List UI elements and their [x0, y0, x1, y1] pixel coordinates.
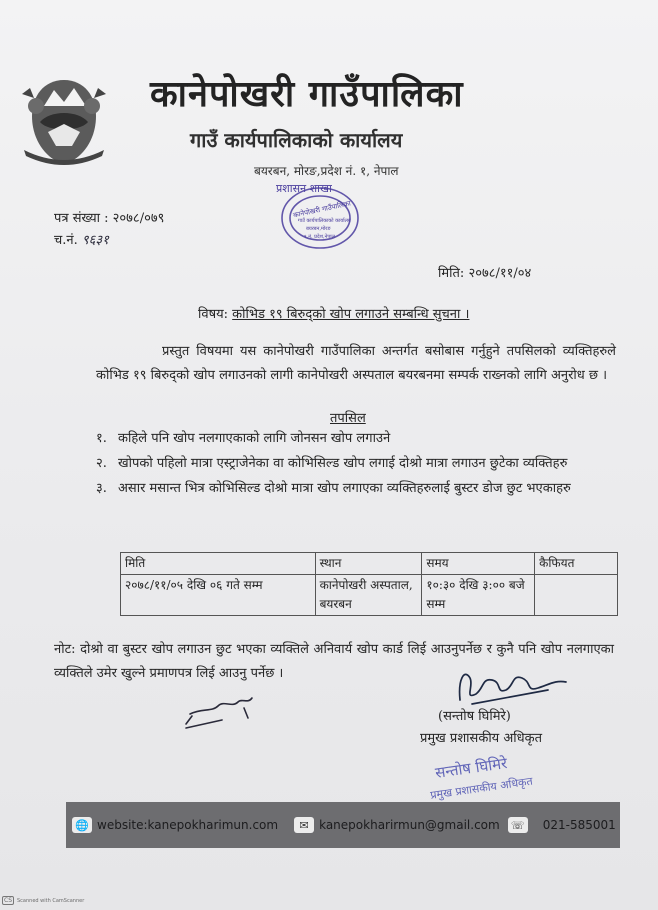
cell-time: १०:३० देखि ३:०० बजे सम्म [422, 575, 535, 616]
list-item [96, 428, 616, 450]
cell-remarks [535, 575, 618, 616]
column-header-place: स्थान [315, 553, 422, 575]
scanner-watermark [2, 896, 84, 905]
date-value: २०७८/११/०४ [468, 266, 532, 281]
globe-icon: 🌐 [72, 817, 92, 833]
phone-icon: ☏ [508, 817, 528, 833]
phone-text: 021-585001 [542, 818, 616, 832]
details-heading: तपसिल [330, 411, 366, 426]
column-header-time: समय [422, 553, 535, 575]
table-row [121, 575, 618, 616]
details-list [96, 428, 616, 503]
scanner-text: Scanned with CamScanner [17, 897, 85, 904]
website-text: website:kanepokharimun.com [97, 818, 279, 832]
letter-number-label: पत्र संख्या : [54, 211, 109, 226]
stamp-inner-text-2: बयरबन,मोरङ [306, 226, 331, 232]
signatory-name: (सन्तोष घिमिरे) [438, 709, 511, 724]
email-text: kanepokharirmun@gmail.com [319, 818, 500, 832]
stamp-inner-text-3: १ नं. प्रदेश,नेपाल [304, 234, 335, 240]
officer-name-seal [418, 744, 568, 804]
subject-label: विषय: [198, 307, 229, 322]
list-item-text: कहिले पनि खोप नलगाएकाको लागि जोनसन खोप लगाउने [118, 431, 391, 446]
note-paragraph: नोट: दोश्रो वा बुस्टर खोप लगाउन छुट भएका व्यक्तिले अनिवार्य खोप कार्ड लिई आउनुपर्नेछ र कुनै पनि खोप नलगाएका व्यक्तिले उमेर खुल्ने प्रमाणपत्र लिई आउनु पर्नेछ । [54, 642, 614, 681]
footer-email[interactable] [294, 817, 500, 833]
signatory-designation: प्रमुख प्रशासकीय अधिकृत [420, 731, 543, 746]
stamp-branch-text: प्रशासन शाखा [276, 182, 332, 195]
list-item-text: असार मसान्त भित्र कोभिसिल्ड दोश्रो मात्रा खोप लगाएका व्यक्तिहरुलाई बुस्टर डोज छुट भएकाहरु [118, 481, 571, 496]
envelope-icon: ✉ [294, 817, 314, 833]
letter-date [438, 263, 531, 281]
contact-footer [66, 802, 620, 848]
column-header-remarks: कैफियत [535, 553, 618, 575]
dispatch-number: ९६३१ [81, 233, 109, 248]
office-title: कानेपोखरी गाउँपालिका [150, 73, 464, 115]
date-label: मिति: [438, 266, 465, 281]
list-item-number: ३. [96, 481, 107, 496]
nepal-emblem-icon [14, 72, 114, 172]
list-item-number: २. [96, 456, 107, 471]
administration-branch-stamp [262, 176, 362, 256]
office-subtitle: गाउँ कार्यपालिकाको कार्यालय [190, 128, 403, 152]
cell-place: कानेपोखरी अस्पताल, बयरबन [315, 575, 422, 616]
seal-line-2: प्रमुख प्रशासकीय अधिकृत [429, 774, 534, 802]
letter-number: २०७८/०७९ [112, 211, 165, 226]
seal-line-1: सन्तोष घिमिरे [434, 754, 509, 782]
list-item-number: १. [96, 431, 107, 446]
handwritten-initials [182, 688, 262, 732]
footer-phone[interactable] [508, 817, 616, 833]
subject-line [198, 304, 469, 322]
footer-website[interactable] [72, 817, 278, 833]
letter-number-line [54, 208, 164, 230]
list-item-text: खोपको पहिलो मात्रा एस्ट्राजेनेका वा कोभिसिल्ड खोप लगाई दोश्रो मात्रा लगाउन छुटेका व्यक्तिहरु [118, 456, 568, 471]
stamp-inner-text-1: गाउँ कार्यपालिकाको कार्यालय [298, 218, 351, 224]
cell-date: २०७८/११/०५ देखि ०६ गते सम्म [121, 575, 316, 616]
dispatch-number-label: च.नं. [54, 233, 78, 248]
list-item [96, 453, 616, 475]
subject-text: कोभिड १९ बिरुद्को खोप लगाउने सम्बन्धि सुचना । [232, 307, 470, 322]
camscanner-logo-icon: CS [4, 897, 12, 904]
schedule-table [120, 552, 618, 616]
body-paragraph: प्रस्तुत विषयमा यस कानेपोखरी गाउँपालिका अन्तर्गत बसोबास गर्नुहुने तपसिलको व्यक्तिहरुले कोभिड १९ बिरुद्को खोप लगाउनको लागी कानेपोखरी अस्पताल बयरबनमा सम्पर्क राख्नको लागि अनुरोध छ । [96, 344, 616, 383]
stamp-ring-text: कानेपोखरी गाउँपालिका [292, 199, 352, 220]
dispatch-number-line [54, 230, 164, 252]
column-header-date: मिति [121, 553, 316, 575]
table-header-row [121, 553, 618, 575]
reference-block [54, 208, 164, 252]
office-address: बयरबन, मोरङ,प्रदेश नं. १, नेपाल [254, 164, 399, 178]
list-item [96, 478, 616, 500]
officer-signature [452, 660, 572, 710]
